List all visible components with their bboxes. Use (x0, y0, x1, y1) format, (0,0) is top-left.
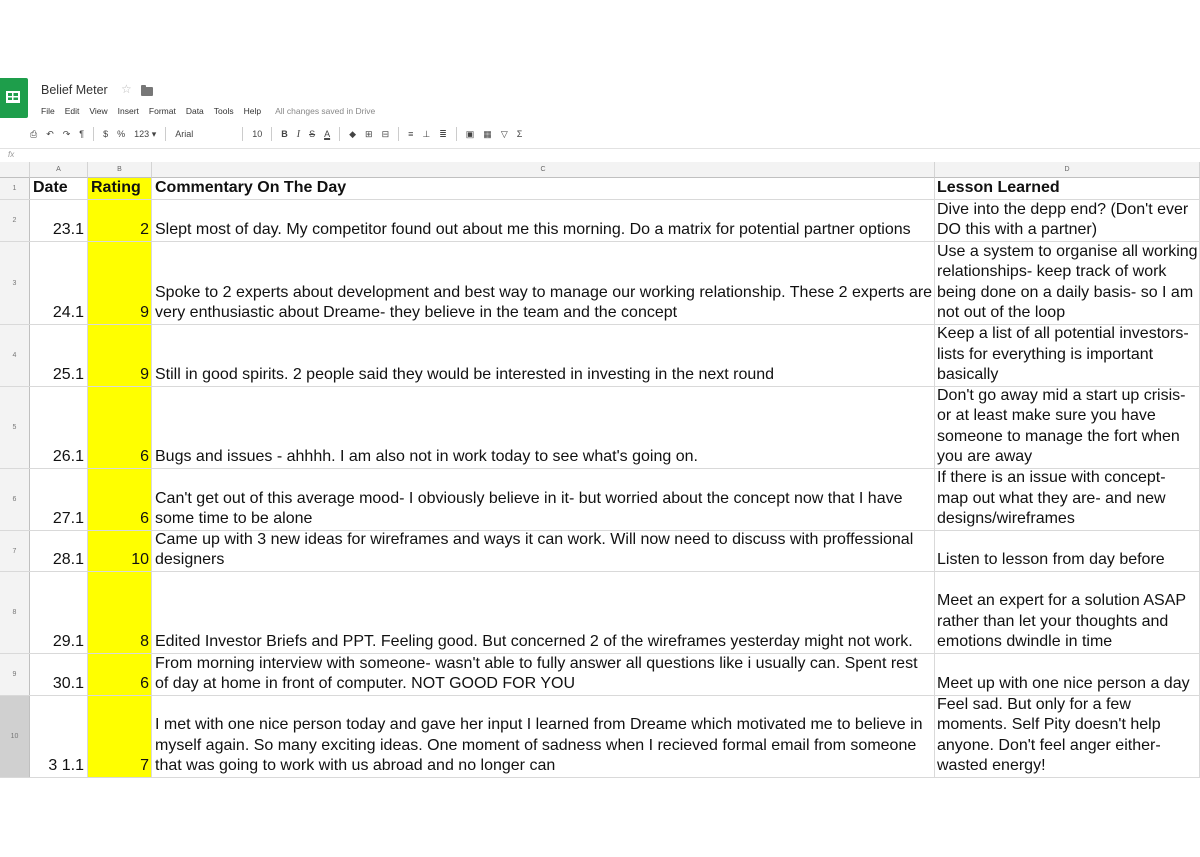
save-status: All changes saved in Drive (275, 106, 376, 116)
cell-text: I met with one nice person today and gave her input I learned from Dreame which motivated me to believe in myself again. So many exciting ideas. One moment of sadness when I recieved formal email from someone that was going to work with us abroad and no longer can (155, 716, 923, 775)
redo-icon[interactable]: ↷ (62, 128, 71, 139)
merge-cells-icon[interactable]: ⊟ (381, 128, 390, 139)
toolbar-divider (93, 127, 94, 141)
row-header[interactable]: 4 (0, 325, 30, 386)
cell-text: Keep a list of all potential investors- lists for everything is important basically (937, 325, 1189, 384)
cell-text: 6 (140, 675, 149, 693)
table-row (0, 572, 1200, 654)
lesson-cell[interactable] (935, 469, 1200, 530)
lesson-cell[interactable] (935, 387, 1200, 468)
cell-text: 6 (140, 448, 149, 466)
commentary-cell[interactable] (152, 200, 935, 241)
cell-text: Listen to lesson from day before (937, 551, 1165, 569)
rating-cell[interactable] (88, 654, 152, 695)
comment-icon[interactable]: ▣ (465, 128, 475, 139)
commentary-cell[interactable] (152, 531, 935, 571)
fx-icon: fx (8, 150, 15, 159)
table-row (0, 325, 1200, 387)
strikethrough-button[interactable]: S (309, 129, 316, 139)
menu-bar (41, 104, 375, 118)
italic-button[interactable]: I (296, 128, 301, 140)
cell-text: If there is an issue with concept- map out what they are- and new designs/wireframes (937, 469, 1166, 528)
table-row (0, 654, 1200, 696)
commentary-cell[interactable] (152, 387, 935, 468)
commentary-cell[interactable] (152, 654, 935, 695)
lesson-cell[interactable] (935, 200, 1200, 241)
table-row (0, 387, 1200, 469)
cell-text: Came up with 3 new ideas for wireframes and ways it can work. Will now need to discuss with proffessional designers (155, 531, 914, 569)
row-header[interactable]: 1 (0, 178, 30, 199)
cell-text: 29.1 (52, 633, 84, 651)
row-header[interactable]: 2 (0, 200, 30, 241)
date-cell[interactable] (30, 387, 88, 468)
cell-text: Can't get out of this average mood- I obviously believe in it- but worried about the concept now that I have some time to be alone (155, 489, 903, 528)
print-icon[interactable]: ⎙ (30, 128, 38, 139)
rating-cell[interactable] (88, 469, 152, 530)
cell-text: 3 1.1 (48, 757, 84, 775)
commentary-cell[interactable] (152, 469, 935, 530)
cell-text: 9 (140, 366, 149, 384)
horizontal-align-icon[interactable]: ≡ (408, 129, 414, 139)
menu-tools[interactable]: Tools (213, 106, 234, 116)
cell-text: Date (33, 179, 68, 197)
date-cell[interactable] (30, 654, 88, 695)
row-header[interactable]: 9 (0, 654, 30, 695)
fill-color-icon[interactable]: ◆ (349, 128, 357, 139)
vertical-align-icon[interactable]: ⊥ (422, 128, 431, 139)
table-row (0, 696, 1200, 778)
header-cell-date[interactable] (30, 178, 88, 199)
borders-icon[interactable]: ⊞ (365, 128, 373, 139)
row-header[interactable]: 8 (0, 572, 30, 653)
cell-text: Don't go away mid a start up crisis- or at least make sure you have someone to manage the fort when you are away (937, 387, 1186, 466)
cell-text: Feel sad. But only for a few moments. Self Pity doesn't help anyone. Don't feel anger either- wasted energy! (937, 696, 1161, 775)
date-cell[interactable] (30, 242, 88, 324)
cell-text: 7 (140, 757, 149, 775)
table-row (0, 469, 1200, 531)
currency-button[interactable]: $ (103, 129, 109, 139)
cell-text: Spoke to 2 experts about development and best way to manage our working relationship. These 2 experts are very enthusiastic about Dreame- they believe in the team and the concept (155, 283, 933, 322)
cell-text: 8 (140, 633, 149, 651)
toolbar-divider (398, 127, 399, 141)
rating-cell[interactable] (88, 387, 152, 468)
lesson-cell[interactable] (935, 242, 1200, 324)
cell-text: From morning interview with someone- wasn't able to fully answer all questions like i usually can. Spent rest of day at home in front of computer. NOT GOOD FOR YOU (155, 654, 918, 693)
cell-text: 28.1 (52, 551, 84, 569)
spreadsheet-app (0, 74, 1200, 779)
lesson-cell[interactable] (935, 696, 1200, 777)
row-header[interactable]: 6 (0, 469, 30, 530)
number-format-dropdown[interactable]: 123 ▾ (134, 128, 157, 139)
wrap-text-icon[interactable]: ≣ (439, 128, 447, 139)
rating-cell[interactable] (88, 242, 152, 324)
menu-help[interactable]: Help (243, 106, 262, 116)
lesson-cell[interactable] (935, 325, 1200, 386)
header-cell-lesson[interactable] (935, 178, 1200, 199)
filter-icon[interactable]: ▽ (500, 128, 508, 139)
cell-text: Commentary On The Day (155, 179, 347, 197)
commentary-cell[interactable] (152, 325, 935, 386)
cell-text: 24.1 (52, 304, 84, 322)
functions-icon[interactable]: Σ (516, 129, 523, 139)
cell-text: Meet an expert for a solution ASAP rather than let your thoughts and emotions dwindle in time (937, 592, 1186, 651)
cell-text: Bugs and issues - ahhhh. I am also not in work today to see what's going on. (155, 448, 698, 466)
lesson-cell[interactable] (935, 572, 1200, 653)
toolbar-divider (242, 127, 243, 141)
cell-text: Lesson Learned (937, 179, 1060, 197)
toolbar (30, 122, 1200, 146)
column-header-c[interactable]: C (152, 162, 935, 178)
select-all-corner[interactable] (0, 162, 30, 178)
cell-text: Edited Investor Briefs and PPT. Feeling good. But concerned 2 of the wireframes yesterday might not work. (155, 633, 913, 651)
table-row (0, 178, 1200, 200)
menu-edit[interactable]: Edit (64, 106, 80, 116)
rating-cell[interactable] (88, 531, 152, 571)
paint-format-icon[interactable]: ¶ (79, 129, 85, 139)
date-cell[interactable] (30, 696, 88, 777)
menu-data[interactable]: Data (185, 106, 204, 116)
menu-file[interactable]: File (41, 106, 55, 116)
sheets-icon[interactable] (0, 78, 28, 118)
percent-button[interactable]: % (117, 129, 126, 139)
commentary-cell[interactable] (152, 572, 935, 653)
cell-text: 30.1 (52, 675, 84, 693)
document-title[interactable]: Belief Meter (41, 83, 108, 97)
app-header (0, 74, 1200, 122)
column-header-d[interactable]: D (935, 162, 1200, 178)
commentary-cell[interactable] (152, 696, 935, 777)
cell-text: Meet up with one nice person a day (937, 675, 1190, 693)
commentary-cell[interactable] (152, 242, 935, 324)
rating-cell[interactable] (88, 325, 152, 386)
menu-insert[interactable]: Insert (117, 106, 139, 116)
row-header[interactable]: 5 (0, 387, 30, 468)
chart-icon[interactable]: ▦ (483, 128, 492, 139)
cell-text: 9 (140, 304, 149, 322)
date-cell[interactable] (30, 531, 88, 571)
column-header-b[interactable]: B (88, 162, 152, 178)
cell-text: Use a system to organise all working relationships- keep track of work being done on a daily basis- so I am not out of the loop (937, 242, 1198, 322)
folder-icon[interactable] (141, 87, 153, 96)
text-color-button[interactable]: A (324, 129, 331, 139)
cell-text: 2 (140, 221, 149, 239)
row-header[interactable]: 10 (0, 696, 30, 777)
row-header[interactable]: 3 (0, 242, 30, 324)
date-cell[interactable] (30, 469, 88, 530)
toolbar-divider (456, 127, 457, 141)
menu-view[interactable]: View (89, 106, 108, 116)
table-row (0, 531, 1200, 572)
rating-cell[interactable] (88, 200, 152, 241)
column-header-a[interactable]: A (30, 162, 88, 178)
cell-text: 10 (131, 551, 149, 569)
cell-text: 6 (140, 510, 149, 528)
cell-text: 25.1 (52, 366, 84, 384)
date-cell[interactable] (30, 572, 88, 653)
date-cell[interactable] (30, 325, 88, 386)
row-header[interactable]: 7 (0, 531, 30, 571)
rating-cell[interactable] (88, 572, 152, 653)
font-size-dropdown[interactable]: 10 (252, 129, 263, 139)
undo-icon[interactable]: ↶ (46, 128, 54, 139)
header-cell-commentary[interactable] (152, 178, 935, 199)
cell-text: 23.1 (52, 221, 84, 239)
toolbar-divider (165, 127, 166, 141)
star-icon[interactable]: ☆ (121, 82, 132, 96)
toolbar-divider (339, 127, 340, 141)
cell-text: Rating (91, 179, 141, 197)
cell-text: Dive into the depp end? (Don't ever DO this with a partner) (937, 200, 1189, 239)
menu-format[interactable]: Format (148, 106, 176, 116)
cell-text: Slept most of day. My competitor found out about me this morning. Do a matrix for potential partner options (155, 221, 911, 239)
cell-text: Still in good spirits. 2 people said they would be interested in investing in the next round (155, 366, 775, 384)
font-family-dropdown[interactable]: Arial (175, 129, 194, 139)
table-row (0, 200, 1200, 242)
toolbar-divider (271, 127, 272, 141)
table-row (0, 242, 1200, 325)
lesson-cell[interactable] (935, 531, 1200, 571)
rating-cell[interactable] (88, 696, 152, 777)
header-cell-rating[interactable] (88, 178, 152, 199)
column-headers (0, 162, 1200, 178)
lesson-cell[interactable] (935, 654, 1200, 695)
cell-text: 26.1 (52, 448, 84, 466)
date-cell[interactable] (30, 200, 88, 241)
cell-text: 27.1 (52, 510, 84, 528)
bold-button[interactable]: B (281, 129, 288, 139)
